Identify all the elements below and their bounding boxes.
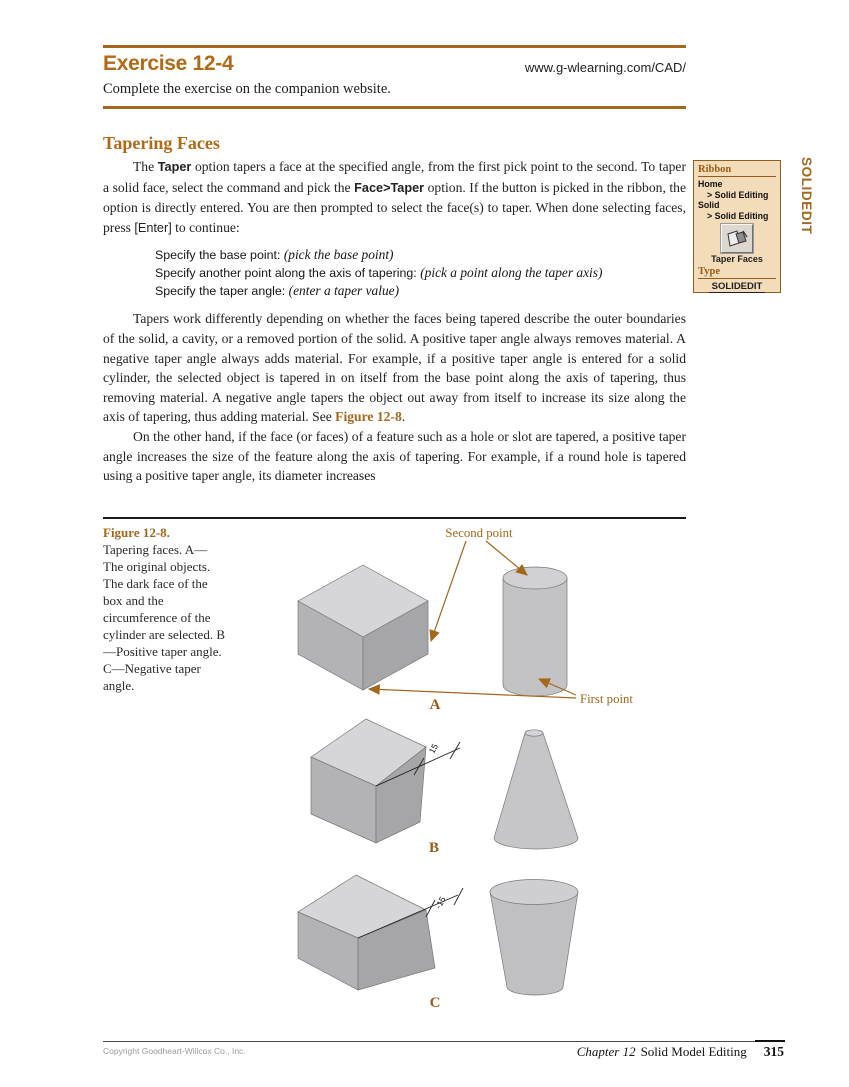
figure-part-b	[311, 719, 578, 856]
figure-caption-text: Tapering faces. A—The original objects. The dark face of the box and the circumference of the cylinder are selected. B—Positive taper angle. C—Negative taper angle.	[103, 542, 225, 693]
menu-separator: >	[383, 180, 391, 195]
prompt-hint: (pick the base point)	[283, 247, 394, 263]
first-point-annotation: First point	[580, 692, 633, 706]
taper-faces-tool-label: Taper Faces	[711, 254, 763, 264]
cylinder-a-body	[503, 578, 567, 696]
ribbon-path-solid-editing: > Solid Editing	[707, 189, 769, 200]
figure-caption	[103, 524, 227, 694]
copyright-notice: Copyright Goodheart-Willcox Co., Inc.	[103, 1046, 246, 1056]
command-line	[155, 246, 686, 264]
face-keyword: Face	[354, 180, 384, 195]
taper-keyword: Taper	[390, 180, 425, 195]
cone-c-body	[490, 892, 578, 995]
exercise-url: www.g-wlearning.com/CAD/	[524, 60, 686, 75]
prompt-hint: (enter a taper value)	[288, 283, 400, 299]
ribbon-panel-header: Ribbon	[698, 164, 776, 177]
solidedit-side-tab: SOLIDEDIT	[799, 157, 814, 235]
paragraph-1	[103, 157, 686, 238]
ribbon-path-home: Home	[698, 179, 723, 189]
ribbon-reference-panel	[693, 160, 781, 293]
prompt-text: Specify the base point:	[155, 248, 284, 263]
exercise-title: Exercise 12-4	[103, 52, 234, 75]
taper-keyword: Taper	[157, 160, 192, 174]
cylinder-a-top-face	[503, 567, 567, 589]
figure-reference: Figure 12-8	[335, 409, 402, 425]
text-run: The	[133, 159, 158, 174]
prompt-hint: (pick a point along the taper axis)	[420, 265, 603, 281]
footer-divider	[103, 1041, 785, 1042]
text-run: Tapers work differently depending on whether the faces being tapered describe the outer boundaries of the solid, a cavity, or a removed portion of the solid. A positive taper angle always removes material. A negative taper angle always adds material. For example, if a positive taper angle is entered for a solid cylinder, the selected object is tapered in on itself from the base point along the axis of tapering, thus removing material. A negative angle tapers the object out away from itself to increase its size along the axis of tapering, thus adding material. See	[103, 311, 686, 425]
body-copy	[103, 157, 686, 486]
dimension-tick	[450, 742, 460, 759]
page-number-rule	[755, 1040, 785, 1042]
header-divider	[103, 106, 686, 109]
section-title: Tapering Faces	[103, 133, 220, 153]
prompt-text: Specify the taper angle:	[155, 284, 289, 299]
text-run: .	[401, 409, 406, 425]
second-point-annotation: Second point	[445, 526, 513, 540]
taper-faces-icon	[724, 227, 750, 251]
solidedit-command	[698, 281, 776, 292]
taper-angle-value-b: 15	[426, 742, 440, 756]
solidedit-command-text: SOLIDEDIT	[709, 281, 766, 293]
top-divider	[103, 45, 686, 48]
figure-artwork	[268, 520, 713, 1016]
cone-b-body	[494, 733, 578, 849]
exercise-subtitle: Complete the exercise on the companion website.	[103, 81, 391, 97]
figure-divider	[103, 517, 686, 519]
second-point-arrow-to-cylinder	[486, 541, 527, 575]
part-a-label: A	[429, 697, 441, 713]
figure-label: Figure 12-8.	[103, 525, 170, 540]
text-run: option tapers a face at the specified angle, from the first pick point to the second. To taper a solid face, select the command and pick the	[103, 159, 686, 195]
ribbon-path-solid: Solid	[698, 200, 720, 210]
taper-faces-button	[721, 224, 753, 253]
second-point-arrow-to-box	[431, 541, 466, 641]
part-c-label: C	[429, 995, 441, 1011]
part-b-label: B	[428, 840, 440, 856]
text-run: option. If the button is picked in the ribbon, the option is directly entered. You are then prompted to select the face(s) to taper. When done selecting faces, press	[103, 179, 686, 235]
chapter-number: Chapter 12	[576, 1044, 636, 1059]
cone-c-top-face	[490, 880, 578, 905]
enter-key-label: [Enter]	[134, 220, 172, 235]
type-section-header: Type	[698, 266, 776, 279]
page-number: 315	[763, 1044, 784, 1059]
command-line	[155, 282, 686, 300]
figure-part-c	[298, 875, 578, 1011]
ribbon-path-solid-editing-2: > Solid Editing	[707, 210, 769, 221]
footer-chapter-info	[577, 1044, 784, 1060]
paragraph-3: On the other hand, if the face (or faces) of a feature such as a hole or slot are tapered, a positive taper angle increases the size of the feature along the axis of tapering. For example, if a round hole is tapered using a positive taper angle, its diameter increases	[103, 428, 686, 484]
command-line	[155, 264, 686, 282]
cone-b-top-face	[525, 730, 543, 736]
chapter-title: Solid Model Editing	[640, 1044, 747, 1059]
taper-angle-value-c: -15	[433, 894, 448, 911]
figure-part-a	[298, 526, 633, 713]
command-prompt-block	[155, 246, 686, 300]
text-run: to continue:	[171, 219, 240, 235]
prompt-text: Specify another point along the axis of tapering:	[155, 266, 421, 281]
paragraph-2	[103, 309, 686, 427]
